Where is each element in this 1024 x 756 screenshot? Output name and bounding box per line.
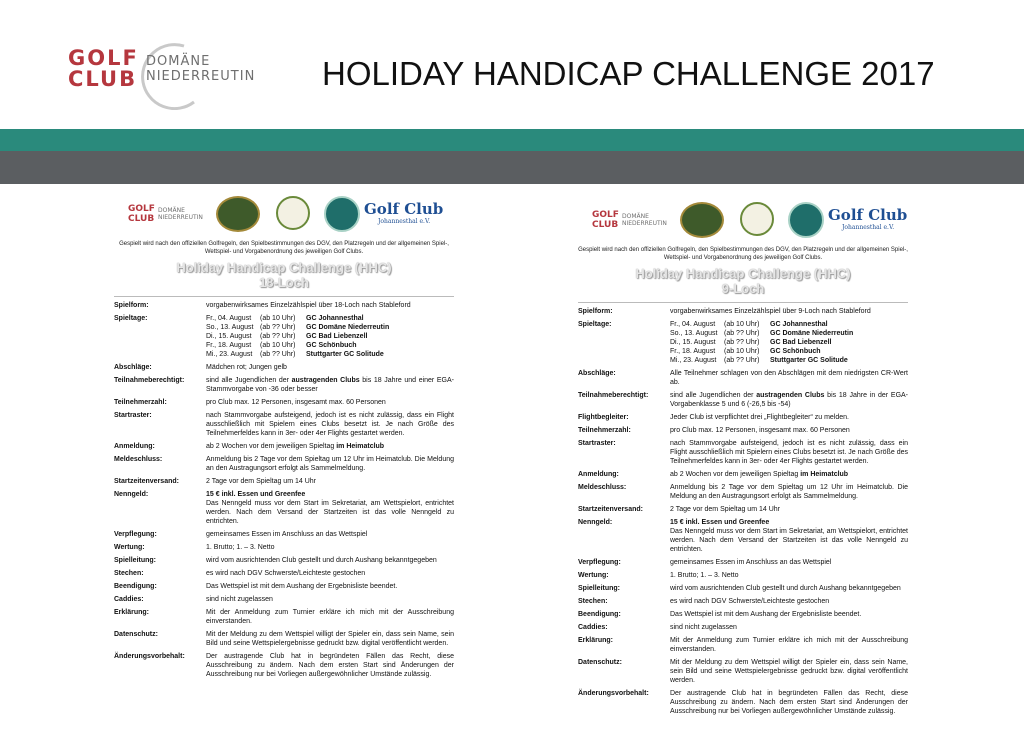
panel-18-loch — [114, 194, 454, 683]
info-row — [114, 376, 454, 394]
date-time: (ab ?? Uhr) — [260, 333, 296, 340]
row-value-bold: im Heimatclub — [336, 443, 385, 450]
panel-subtitle: 9-Loch — [721, 281, 765, 296]
row-label: Startraster: — [114, 412, 152, 419]
gray-band — [0, 151, 1024, 184]
logo-club: CLUB — [68, 67, 138, 91]
info-row — [578, 391, 908, 409]
date-club: GC Schönbuch — [770, 348, 821, 355]
row-value: 1. Brutto; 1. – 3. Netto — [206, 544, 275, 551]
row-label: Abschläge: — [578, 370, 616, 377]
date-day: Mi., 23. August — [670, 357, 717, 364]
divider — [578, 302, 908, 303]
row-label: Spieltage: — [114, 315, 148, 322]
date-club: GC Bad Liebenzell — [770, 339, 832, 346]
info-row — [114, 569, 454, 578]
row-label: Anmeldung: — [578, 471, 619, 478]
row-label: Beendigung: — [114, 583, 157, 590]
spielform-row — [114, 301, 454, 310]
info-row — [578, 584, 908, 593]
row-value: Das Wettspiel ist mit dem Aushang der Ergebnisliste beendet. — [206, 583, 398, 590]
spieltage-row — [578, 320, 908, 365]
row-value-bold: 15 € inkl. Essen und Greenfee — [206, 491, 306, 498]
row-value: Jeder Club ist verpflichtet drei „Flightbegleiter“ zu melden. — [670, 414, 849, 421]
row-value — [670, 518, 908, 554]
info-row — [578, 689, 908, 716]
date-day: So., 13. August — [670, 330, 718, 337]
johannesthal-logo: Golf Club — [828, 206, 908, 224]
row-value: sind nicht zugelassen — [670, 624, 737, 631]
dates-grid — [670, 320, 908, 365]
row-label: Abschläge: — [114, 364, 152, 371]
info-row — [114, 490, 454, 526]
club-badge-icon — [216, 196, 260, 232]
info-row — [578, 413, 908, 422]
spieltage-row — [114, 314, 454, 359]
info-row — [114, 630, 454, 648]
row-label: Teilnehmerzahl: — [114, 399, 167, 406]
row-label: Meldeschluss: — [114, 456, 163, 463]
panel-title: Holiday Handicap Challenge (HHC) — [176, 260, 392, 275]
info-row — [578, 558, 908, 567]
date-time: (ab ?? Uhr) — [260, 351, 296, 358]
row-value: Der austragende Club hat in begründeten Fällen das Recht, diese Ausschreibung zu ändern. Nach dem ersten Start sind Änderungen der Ausschreibung nur bei Vorliegen außergewöhnlicher Umstände zulässig. — [206, 653, 454, 678]
date-day: So., 13. August — [206, 324, 254, 331]
info-row — [578, 483, 908, 501]
club-badge-icon — [324, 196, 360, 232]
row-label: Flightbegleiter: — [578, 414, 629, 421]
row-value — [670, 391, 908, 409]
row-value: Das Wettspiel ist mit dem Aushang der Ergebnisliste beendet. — [670, 611, 862, 618]
row-label: Startzeitenversand: — [578, 506, 643, 513]
row-value-bold: austragenden Clubs — [291, 377, 360, 384]
row-label: Beendigung: — [578, 611, 621, 618]
row-value: Alle Teilnehmer schlagen von den Abschlägen mit dem niedrigsten CR-Wert ab. — [670, 370, 908, 386]
info-row — [114, 543, 454, 552]
row-label: Stechen: — [578, 598, 608, 605]
info-row — [114, 608, 454, 626]
row-value — [206, 376, 454, 394]
club-logos — [592, 200, 908, 240]
row-value-pre: sind alle Jugendlichen der — [670, 392, 757, 399]
club-badge-icon — [680, 202, 724, 238]
info-row — [114, 556, 454, 565]
date-club: GC Domäne Niederreutin — [770, 330, 854, 337]
date-day: Fr., 18. August — [670, 348, 716, 355]
logo-golf: GOLF — [68, 46, 139, 70]
logo-domaene: DOMÄNE — [146, 54, 211, 69]
row-value: 1. Brutto; 1. – 3. Netto — [670, 572, 739, 579]
row-label: Teilnehmerzahl: — [578, 427, 631, 434]
row-value: Mit der Anmeldung zum Turnier erkläre ich mich mit der Ausschreibung einverstanden. — [206, 609, 454, 625]
row-value: nach Stammvorgabe aufsteigend, jedoch ist es nicht zulässig, dass ein Flight ausschließlich mit Spielern eines Clubs besetzt ist. Je nach Größe des Teilnehmerfeldes kann in 3er- oder 4er Flights gestartet werden. — [670, 440, 908, 465]
info-row — [114, 411, 454, 438]
date-time: (ab 10 Uhr) — [724, 348, 760, 355]
row-value-bold: im Heimatclub — [800, 471, 849, 478]
small-logo-golf: GOLF — [592, 210, 619, 220]
dates-grid — [206, 314, 454, 359]
small-logo-golfclub — [128, 204, 155, 224]
date-club: Stuttgarter GC Solitude — [306, 351, 384, 358]
club-badge-icon — [740, 202, 774, 236]
row-label: Wertung: — [578, 572, 609, 579]
club-badge-icon — [788, 202, 824, 238]
info-row — [578, 470, 908, 479]
johannesthal-logo-sub: Johannesthal e.V. — [378, 218, 431, 225]
row-value: 2 Tage vor dem Spieltag um 14 Uhr — [670, 506, 780, 513]
row-value: Anmeldung bis 2 Tage vor dem Spieltag um 12 Uhr im Heimatclub. Die Meldung an den Austragungsort erfolgt als Sammelmeldung. — [206, 456, 454, 472]
row-value: Mit der Meldung zu dem Wettspiel willigt der Spieler ein, dass sein Name, sein Bild und seine Wettspielergebnisse gedruckt bzw. digital veröffentlicht werden. — [670, 659, 908, 684]
date-club: Stuttgarter GC Solitude — [770, 357, 848, 364]
row-value-pre: ab 2 Wochen vor dem jeweiligen Spieltag — [670, 471, 801, 478]
row-label: Spieltage: — [578, 321, 612, 328]
info-row — [114, 582, 454, 591]
row-value: Der austragende Club hat in begründeten Fällen das Recht, diese Ausschreibung zu ändern. Nach dem ersten Start sind Änderungen der Ausschreibung nur bei Vorliegen außergewöhnlicher Umstände zulässig. — [670, 690, 908, 715]
info-row — [114, 477, 454, 486]
info-row — [578, 636, 908, 654]
row-value — [670, 470, 908, 479]
row-label: Änderungsvorbehalt: — [114, 653, 185, 660]
club-logos — [128, 194, 454, 234]
date-time: (ab 10 Uhr) — [724, 321, 760, 328]
info-row — [114, 652, 454, 679]
row-label: Startzeitenversand: — [114, 478, 179, 485]
divider — [114, 296, 454, 297]
row-value: vorgabenwirksames Einzelzählspiel über 9-Loch nach Stableford — [670, 308, 871, 315]
small-logo-niederreutin: NIEDERREUTIN — [622, 220, 667, 227]
row-value: vorgabenwirksames Einzelzählspiel über 18-Loch nach Stableford — [206, 302, 411, 309]
row-value: es wird nach DGV Schwerste/Leichteste gestochen — [206, 570, 366, 577]
info-row — [578, 369, 908, 387]
teal-band — [0, 129, 1024, 151]
row-label: Nenngeld: — [578, 519, 613, 526]
info-row — [578, 439, 908, 466]
date-time: (ab 10 Uhr) — [260, 315, 296, 322]
row-label: Startraster: — [578, 440, 616, 447]
small-logo-niederreutin: NIEDERREUTIN — [158, 214, 203, 221]
row-value-post: Das Nenngeld muss vor dem Start im Sekretariat, am Wettspielort, entrichtet werden. Nach dem Versand der Startzeiten ist das volle Nenngeld zu entrichten. — [206, 500, 454, 525]
row-label: Verpflegung: — [578, 559, 621, 566]
small-logo-club: CLUB — [128, 214, 155, 224]
row-label: Wertung: — [114, 544, 145, 551]
row-label: Spielform: — [578, 308, 613, 315]
small-logo-domaene-text: DOMÄNE — [158, 207, 185, 214]
row-label: Änderungsvorbehalt: — [578, 690, 649, 697]
row-label: Erklärung: — [578, 637, 614, 644]
row-value: nach Stammvorgabe aufsteigend, jedoch ist es nicht zulässig, dass ein Flight ausschließlich mit Spielern eines Clubs besetzt ist. Je nach Größe des Teilnehmerfeldes kann in 3er- oder 4er Flights gestartet werden. — [206, 412, 454, 437]
date-day: Di., 15. August — [206, 333, 252, 340]
row-value-bold: austragenden Clubs — [756, 392, 825, 399]
logo-niederreutin: NIEDERREUTIN — [146, 69, 256, 84]
johannesthal-logo-sub: Johannesthal e.V. — [842, 224, 895, 231]
row-label: Erklärung: — [114, 609, 150, 616]
row-value: es wird nach DGV Schwerste/Leichteste gestochen — [670, 598, 830, 605]
date-time: (ab ?? Uhr) — [724, 339, 760, 346]
info-row — [578, 518, 908, 554]
info-row — [114, 595, 454, 604]
row-value: Mädchen rot; Jungen gelb — [206, 364, 287, 371]
info-row — [114, 442, 454, 451]
row-value — [206, 490, 454, 526]
row-value: pro Club max. 12 Personen, insgesamt max. 60 Personen — [670, 427, 850, 434]
row-label: Teilnahmeberechtigt: — [114, 377, 185, 384]
spielform-row — [578, 307, 908, 316]
row-label: Spielleitung: — [114, 557, 156, 564]
row-value: gemeinsames Essen im Anschluss an das Wettspiel — [206, 531, 368, 538]
date-time: (ab ?? Uhr) — [724, 330, 760, 337]
date-day: Fr., 18. August — [206, 342, 252, 349]
row-value: 2 Tage vor dem Spieltag um 14 Uhr — [206, 478, 316, 485]
row-value: wird vom ausrichtenden Club gestellt und durch Aushang bekanntgegeben — [670, 585, 901, 592]
date-club: GC Johannesthal — [770, 321, 828, 328]
row-value-post: bis 18 Jahre und einer EGA-Stammvorgabe von -36 oder besser — [206, 377, 455, 393]
info-row — [114, 398, 454, 407]
johannesthal-logo: Golf Club — [364, 200, 444, 218]
row-value: gemeinsames Essen im Anschluss an das Wettspiel — [670, 559, 832, 566]
small-logo-club: CLUB — [592, 220, 619, 230]
row-label: Stechen: — [114, 570, 144, 577]
row-label: Teilnahmeberechtigt: — [578, 392, 649, 399]
info-row — [114, 530, 454, 539]
small-logo-golf: GOLF — [128, 204, 155, 214]
row-value-post: Das Nenngeld muss vor dem Start im Sekretariat, am Wettspielort, entrichtet werden. Nach dem Versand der Startzeiten ist das volle Nenngeld zu entrichten. — [670, 528, 908, 553]
row-value — [206, 442, 454, 451]
info-row — [578, 597, 908, 606]
row-label: Verpflegung: — [114, 531, 157, 538]
intro-text: Gespielt wird nach den offiziellen Golfregeln, den Spielbestimmungen des DGV, den Platzregeln und der allgemeinen Spiel-, Wettspiel- und Vorgabenordnung des jeweiligen Golf Clubs. — [578, 247, 908, 261]
info-row — [578, 610, 908, 619]
row-value: wird vom ausrichtenden Club gestellt und durch Aushang bekanntgegeben — [206, 557, 437, 564]
info-row — [578, 505, 908, 514]
row-value-pre: ab 2 Wochen vor dem jeweiligen Spieltag — [206, 443, 337, 450]
small-logo-domaene — [622, 213, 667, 227]
logo-domaene-text — [146, 54, 255, 84]
info-row — [578, 658, 908, 685]
row-label: Spielform: — [114, 302, 149, 309]
info-row — [578, 623, 908, 632]
date-day: Fr., 04. August — [670, 321, 716, 328]
row-value: sind nicht zugelassen — [206, 596, 273, 603]
date-time: (ab 10 Uhr) — [260, 342, 296, 349]
row-label: Spielleitung: — [578, 585, 620, 592]
info-row — [114, 363, 454, 372]
date-club: GC Schönbuch — [306, 342, 357, 349]
small-logo-golfclub — [592, 210, 619, 230]
row-value: pro Club max. 12 Personen, insgesamt max. 60 Personen — [206, 399, 386, 406]
row-value-bold: 15 € inkl. Essen und Greenfee — [670, 519, 770, 526]
rows — [114, 363, 454, 679]
date-time: (ab ?? Uhr) — [724, 357, 760, 364]
info-row — [578, 426, 908, 435]
date-day: Di., 15. August — [670, 339, 716, 346]
info-row — [114, 455, 454, 473]
row-label: Meldeschluss: — [578, 484, 627, 491]
row-label: Datenschutz: — [578, 659, 622, 666]
date-club: GC Domäne Niederreutin — [306, 324, 390, 331]
row-label: Nenngeld: — [114, 491, 149, 498]
row-value-post: bis 18 Jahre in der EGA-Vorgabenklasse 5 und 6 (-26,5 bis -54) — [670, 392, 909, 408]
date-club: GC Johannesthal — [306, 315, 364, 322]
rows — [578, 369, 908, 716]
page-title: HOLIDAY HANDICAP CHALLENGE 2017 — [322, 55, 935, 92]
info-row — [578, 571, 908, 580]
panel-9-loch — [578, 200, 908, 720]
date-club: GC Bad Liebenzell — [306, 333, 368, 340]
club-badge-icon — [276, 196, 310, 230]
row-label: Datenschutz: — [114, 631, 158, 638]
row-label: Caddies: — [578, 624, 608, 631]
row-label: Anmeldung: — [114, 443, 155, 450]
intro-text: Gespielt wird nach den offiziellen Golfregeln, den Spielbestimmungen des DGV, den Platzregeln und der allgemeinen Spiel-, Wettspiel- und Vorgabenordnung des jeweiligen Golf Clubs. — [119, 241, 449, 255]
date-day: Fr., 04. August — [206, 315, 252, 322]
golfclub-logo — [68, 40, 268, 110]
row-value-pre: sind alle Jugendlichen der — [206, 377, 292, 384]
row-value: Mit der Anmeldung zum Turnier erkläre ich mich mit der Ausschreibung einverstanden. — [670, 637, 908, 653]
panel-subtitle: 18-Loch — [259, 275, 309, 290]
row-value: Mit der Meldung zu dem Wettspiel willigt der Spieler ein, dass sein Name, sein Bild und seine Wettspielergebnisse gedruckt bzw. digital veröffentlicht werden. — [206, 631, 454, 647]
small-logo-domaene — [158, 207, 203, 221]
small-logo-domaene-text: DOMÄNE — [622, 213, 649, 220]
date-day: Mi., 23. August — [206, 351, 253, 358]
row-label: Caddies: — [114, 596, 144, 603]
date-time: (ab ?? Uhr) — [260, 324, 296, 331]
panel-title: Holiday Handicap Challenge (HHC) — [635, 266, 851, 281]
row-value: Anmeldung bis 2 Tage vor dem Spieltag um 12 Uhr im Heimatclub. Die Meldung an den Austragungsort erfolgt als Sammelmeldung. — [670, 484, 908, 500]
